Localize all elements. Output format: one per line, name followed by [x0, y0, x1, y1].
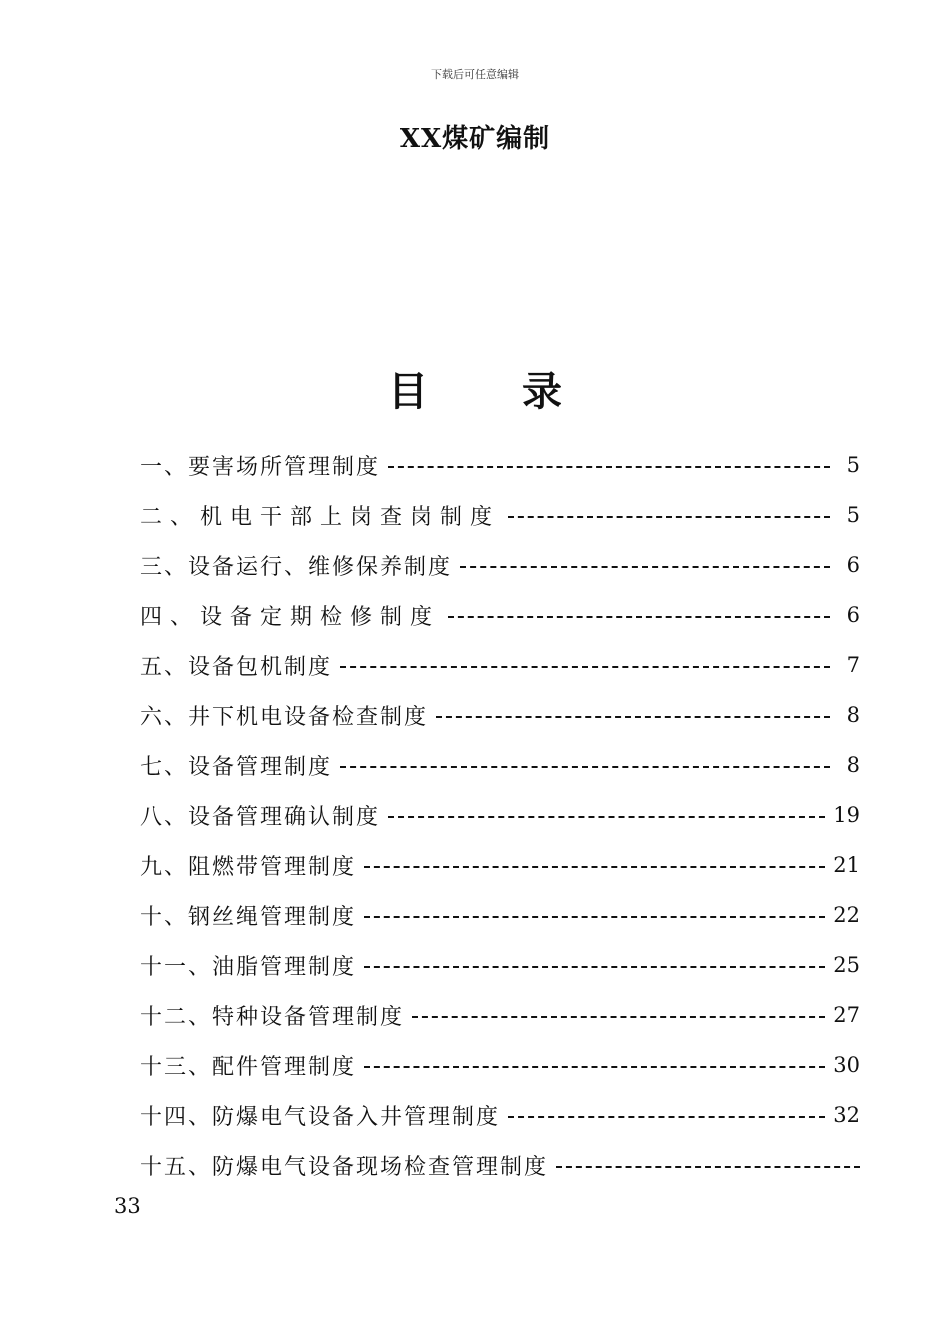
toc-leader: [412, 1016, 825, 1018]
toc-entry-page: 33: [114, 1194, 141, 1218]
toc-entry-label: 十四、防爆电气设备入井管理制度: [140, 1104, 501, 1130]
toc-leader: [508, 1116, 825, 1118]
toc-entry-page: 7: [846, 653, 860, 677]
toc-entry-label: 九、阻燃带管理制度: [140, 854, 357, 880]
toc-entry-page: 22: [833, 903, 860, 927]
toc-entry-label: 一、要害场所管理制度: [140, 454, 381, 480]
toc-leader: [388, 466, 830, 468]
toc-leader: [364, 1066, 825, 1068]
toc-entry-label: 七、设备管理制度: [140, 754, 333, 780]
toc-entry-page: 27: [833, 1003, 860, 1027]
toc-entry-page: 8: [846, 753, 860, 777]
toc-leader: [508, 516, 830, 518]
toc-leader: [460, 566, 830, 568]
toc-entry-page: 5: [846, 503, 860, 527]
toc-entry[interactable]: [140, 1040, 860, 1090]
toc-leader: [340, 766, 830, 768]
toc-leader: [340, 666, 830, 668]
toc-entry-page: 8: [846, 703, 860, 727]
toc-leader: [388, 816, 825, 818]
toc-leader: [448, 616, 830, 618]
toc-entry[interactable]: [140, 890, 860, 940]
toc-entry-page: 6: [846, 603, 860, 627]
toc-entry-page: 25: [833, 953, 860, 977]
toc-entry[interactable]: [140, 640, 860, 690]
toc-entry[interactable]: [140, 940, 860, 990]
toc-leader: [364, 916, 825, 918]
toc-entry-page: 19: [833, 803, 860, 827]
toc-entry-page: 21: [833, 853, 860, 877]
toc-entry-label: 六、井下机电设备检查制度: [140, 704, 429, 730]
toc-entry[interactable]: [140, 690, 860, 740]
toc-entry-label: 三、设备运行、维修保养制度: [140, 554, 453, 580]
toc-entry[interactable]: [140, 840, 860, 890]
toc-entry[interactable]: [140, 440, 860, 490]
toc-entry-label: 八、设备管理确认制度: [140, 804, 381, 830]
toc-entry-page: 32: [833, 1103, 860, 1127]
toc-entry-label: 十五、防爆电气设备现场检查管理制度: [140, 1154, 549, 1180]
toc-entry-page: 6: [846, 553, 860, 577]
header-note: 下载后可任意编辑: [431, 68, 519, 81]
toc-leader: [364, 866, 825, 868]
toc-entry-label: 五、设备包机制度: [140, 654, 333, 680]
toc-entry-label: 十一、油脂管理制度: [140, 954, 357, 980]
toc-title: 目 录: [388, 368, 602, 415]
toc-entry[interactable]: [140, 990, 860, 1040]
toc-leader: [556, 1166, 860, 1168]
toc-entry[interactable]: [140, 590, 860, 640]
toc-entry[interactable]: [140, 790, 860, 840]
toc-entry-label: 四、设备定期检修制度: [140, 604, 441, 630]
toc-entry[interactable]: [140, 740, 860, 790]
toc-leader: [364, 966, 825, 968]
toc-entry-page: 5: [846, 453, 860, 477]
toc-entry-label: 十、钢丝绳管理制度: [140, 904, 357, 930]
toc-leader: [436, 716, 830, 718]
toc-entry-label: 二、机电干部上岗查岗制度: [140, 504, 501, 530]
toc-entry[interactable]: [140, 540, 860, 590]
toc-entry[interactable]: [140, 1090, 860, 1140]
toc-entry[interactable]: [140, 1140, 860, 1190]
table-of-contents: [140, 440, 860, 1190]
toc-entry[interactable]: [140, 490, 860, 540]
toc-entry-page: 30: [833, 1053, 860, 1077]
toc-entry-label: 十三、配件管理制度: [140, 1054, 357, 1080]
compiler-title: XX煤矿编制: [399, 124, 551, 154]
toc-entry-label: 十二、特种设备管理制度: [140, 1004, 405, 1030]
